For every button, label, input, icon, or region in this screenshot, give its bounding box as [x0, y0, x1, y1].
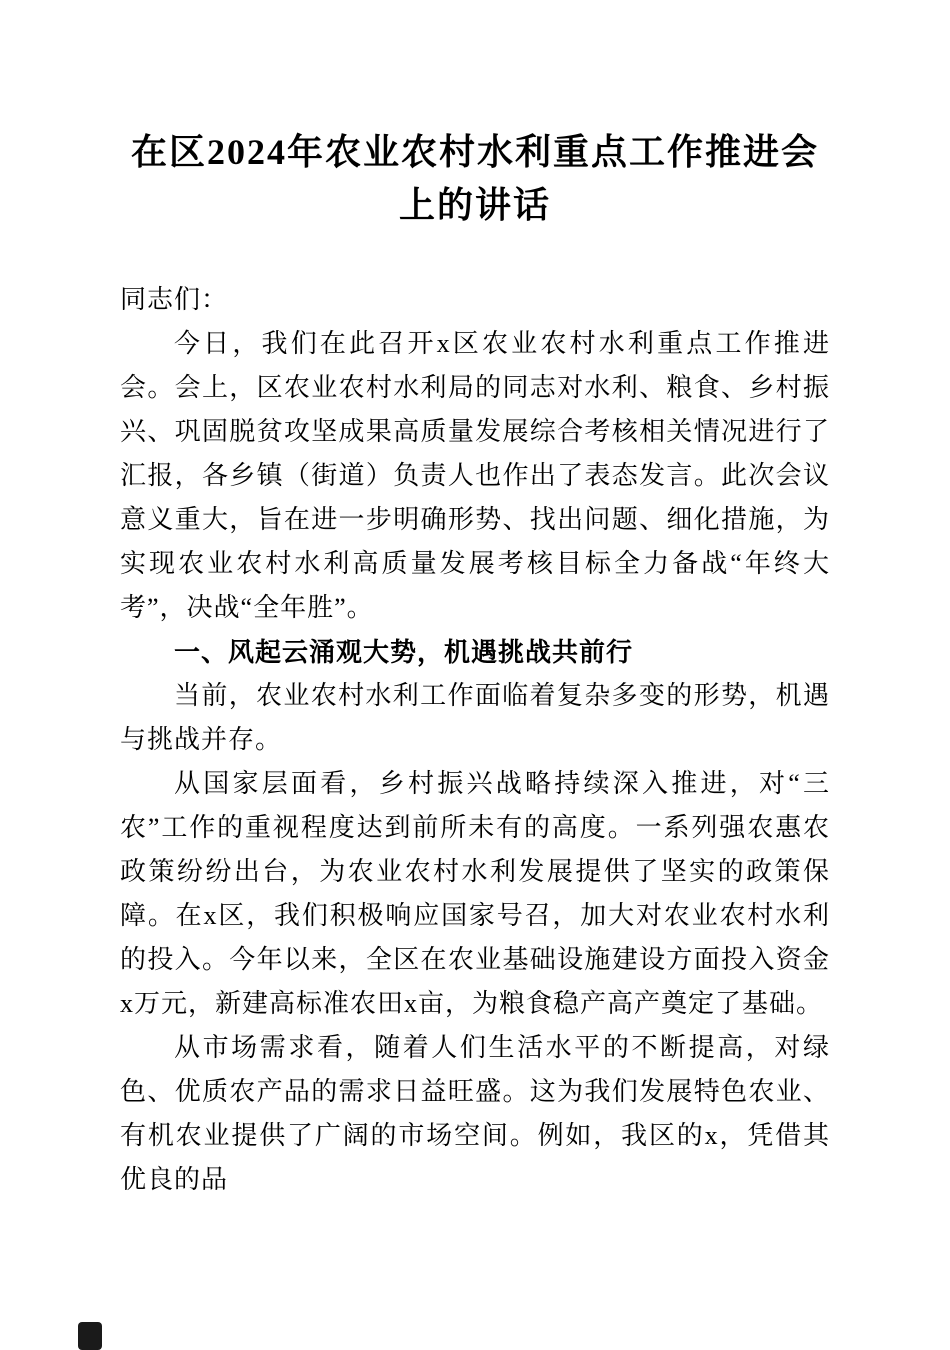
- body-paragraph: 从国家层面看，乡村振兴战略持续深入推进，对“三农”工作的重视程度达到前所未有的高度。一系列强农惠农政策纷纷出台，为农业农村水利发展提供了坚实的政策保障。在x区，我们积极响应国家号召，加大对农业农村水利的投入。今年以来，全区在农业基础设施建设方面投入资金x万元，新建高标准农田x亩，为粮食稳产高产奠定了基础。: [120, 769, 830, 1018]
- salutation-paragraph: 同志们：: [120, 285, 229, 314]
- body-paragraph: 从市场需求看，随着人们生活水平的不断提高，对绿色、优质农产品的需求日益旺盛。这为我们发展特色农业、有机农业提供了广阔的市场空间。例如，我区的x，凭借其优良的品: [120, 1033, 830, 1194]
- intro-paragraph: 今日，我们在此召开x区农业农村水利重点工作推进会。会上，区农业农村水利局的同志对水利、粮食、乡村振兴、巩固脱贫攻坚成果高质量发展综合考核相关情况进行了汇报，各乡镇（街道）负责人也作出了表态发言。此次会议意义重大，旨在进一步明确形势、找出问题、细化措施，为实现农业农村水利高质量发展考核目标全力备战“年终大考”，决战“全年胜”。: [120, 329, 830, 622]
- section-heading-1: 一、风起云涌观大势，机遇挑战共前行: [174, 637, 634, 667]
- body-paragraph: 当前，农业农村水利工作面临着复杂多变的形势，机遇与挑战并存。: [120, 681, 830, 754]
- page-corner-mark: [78, 1322, 102, 1350]
- document-title: 在区2024年农业农村水利重点工作推进会上的讲话: [130, 132, 819, 225]
